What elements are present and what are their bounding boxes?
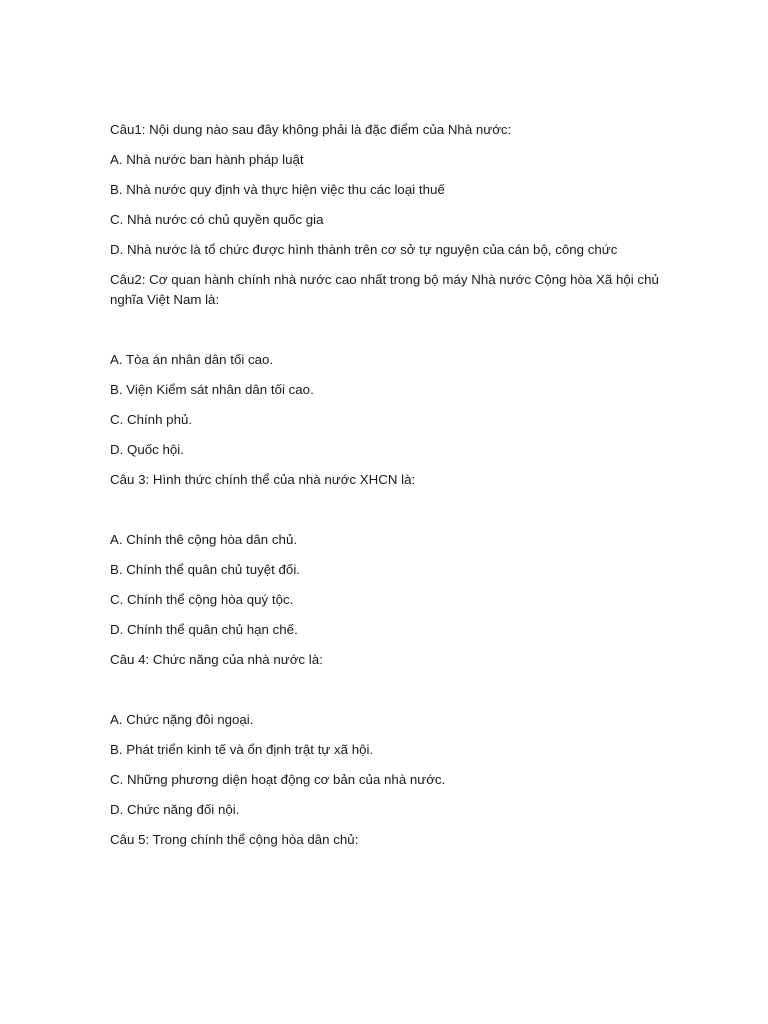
option-d: D. Chính thể quân chủ hạn chế. [110, 622, 298, 637]
option-d: D. Nhà nước là tổ chức được hình thành trên cơ sở tự nguyện của cán bộ, công chức [110, 242, 618, 257]
option-c: C. Những phương diện hoạt động cơ bản của nhà nước. [110, 772, 446, 787]
option-a: A. Chức nặng đôi ngoại. [110, 712, 254, 727]
option-b: B. Chính thể quân chủ tuyệt đối. [110, 562, 300, 577]
option-c: C. Chính thể cộng hòa quý tộc. [110, 592, 294, 607]
question-1 [110, 120, 670, 260]
option-list [110, 350, 670, 460]
option-list [110, 710, 670, 820]
question-text: Câu 3: Hình thức chính thể của nhà nước XHCN là: [110, 472, 416, 487]
option-a: A. Chính thê cộng hòa dân chủ. [110, 532, 298, 547]
question-text: Câu 5: Trong chính thể cộng hòa dân chủ: [110, 832, 359, 847]
question-4 [110, 650, 670, 820]
question-3 [110, 470, 670, 640]
option-list [110, 150, 670, 260]
option-a: A. Tòa án nhân dân tối cao. [110, 352, 274, 367]
option-d: D. Chức năng đối nội. [110, 802, 240, 817]
option-a: A. Nhà nước ban hành pháp luật [110, 152, 304, 167]
option-c: C. Chính phủ. [110, 412, 193, 427]
question-text: Câu2: Cơ quan hành chính nhà nước cao nhất trong bộ máy Nhà nước Cộng hòa Xã hội chủ nghĩa Việt Nam là: [110, 272, 659, 307]
question-2 [110, 270, 670, 460]
option-b: B. Viện Kiểm sát nhân dân tối cao. [110, 382, 314, 397]
option-b: B. Phát triển kinh tế và ổn định trật tự xã hội. [110, 742, 374, 757]
option-c: C. Nhà nước có chủ quyền quốc gia [110, 212, 324, 227]
question-text: Câu1: Nội dung nào sau đây không phải là đặc điểm của Nhà nước: [110, 122, 512, 137]
option-list [110, 530, 670, 640]
question-list [110, 120, 670, 860]
option-d: D. Quốc hội. [110, 442, 184, 457]
question-text: Câu 4: Chức năng của nhà nước là: [110, 652, 323, 667]
question-5 [110, 830, 670, 850]
option-b: B. Nhà nước quy định và thực hiện việc thu các loại thuế [110, 182, 445, 197]
